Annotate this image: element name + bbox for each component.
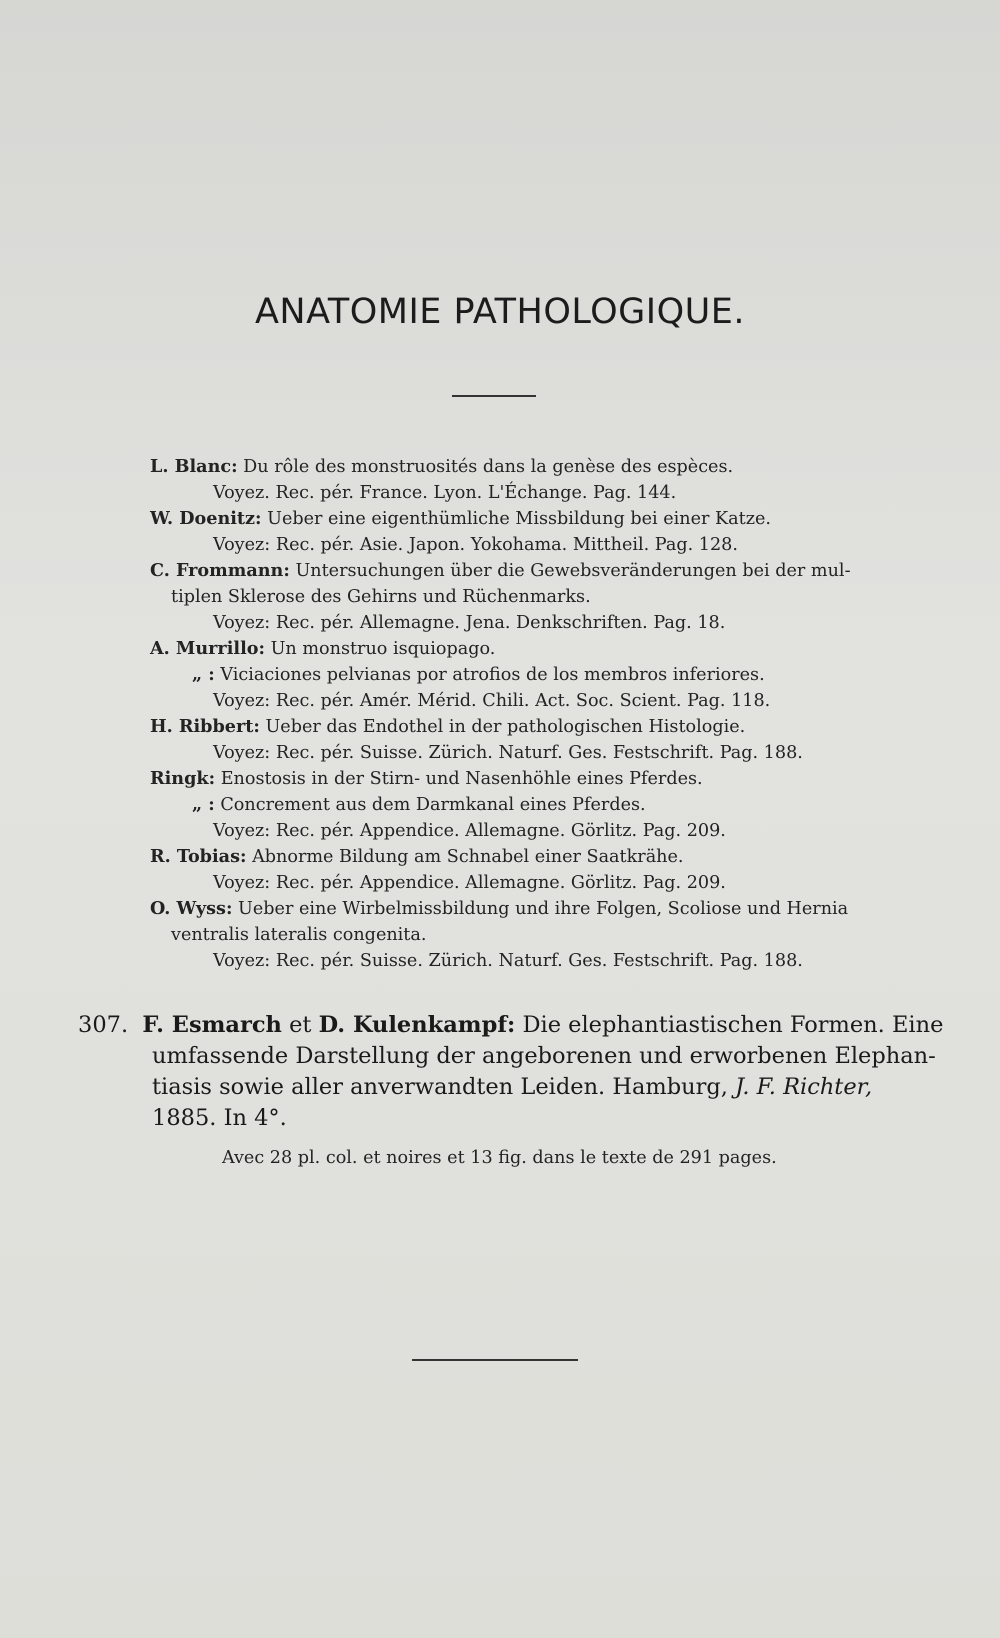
reference-line: Voyez. Rec. pér. France. Lyon. L'Échange. Pag. 144. [213, 483, 677, 503]
entry-307-line-1: 307. F. Esmarch et D. Kulenkampf: Die elephantiastischen Formen. Eine [78, 1012, 944, 1038]
reference-line: Voyez: Rec. pér. Allemagne. Jena. Denkschriften. Pag. 18. [213, 613, 726, 633]
reference-line: tiplen Sklerose des Gehirns und Rüchenmarks. [171, 587, 591, 607]
entry-307-line-4: 1885. In 4°. [152, 1105, 287, 1131]
reference-line: Voyez: Rec. pér. Amér. Mérid. Chili. Act. Soc. Scient. Pag. 118. [213, 691, 771, 711]
reference-line: W. Doenitz: Ueber eine eigenthümliche Missbildung bei einer Katze. [150, 508, 771, 529]
reference-line: „ : Viciaciones pelvianas por atrofios de los membros inferiores. [192, 664, 765, 685]
reference-line: C. Frommann: Untersuchungen über die Gewebsveränderungen bei der mul- [150, 560, 851, 581]
reference-line: Voyez: Rec. pér. Suisse. Zürich. Naturf. Ges. Festschrift. Pag. 188. [213, 951, 803, 971]
reference-line: Voyez: Rec. pér. Appendice. Allemagne. Görlitz. Pag. 209. [213, 821, 726, 841]
reference-line: L. Blanc: Du rôle des monstruosités dans la genèse des espèces. [150, 456, 734, 477]
entry-307-line-3: tiasis sowie aller anverwandten Leiden. Hamburg, J. F. Richter, [152, 1074, 873, 1100]
reference-line: ventralis lateralis congenita. [171, 925, 427, 945]
entry-307-note: Avec 28 pl. col. et noires et 13 fig. dans le texte de 291 pages. [222, 1148, 777, 1168]
reference-line: R. Tobias: Abnorme Bildung am Schnabel einer Saatkrähe. [150, 846, 684, 867]
page-title: ANATOMIE PATHOLOGIQUE. [254, 292, 746, 332]
reference-line: Ringk: Enostosis in der Stirn- und Nasenhöhle eines Pferdes. [150, 768, 703, 789]
reference-line: O. Wyss: Ueber eine Wirbelmissbildung und ihre Folgen, Scoliose und Hernia [150, 898, 849, 919]
reference-line: Voyez: Rec. pér. Asie. Japon. Yokohama. Mittheil. Pag. 128. [213, 535, 738, 555]
entry-307-line-2: umfassende Darstellung der angeborenen und erworbenen Elephan- [152, 1043, 936, 1069]
entry-number: 307. [78, 1012, 129, 1038]
reference-line: H. Ribbert: Ueber das Endothel in der pathologischen Histologie. [150, 716, 746, 737]
title-divider [452, 395, 536, 397]
end-divider [412, 1359, 578, 1361]
reference-line: Voyez: Rec. pér. Appendice. Allemagne. Görlitz. Pag. 209. [213, 873, 726, 893]
reference-line: Voyez: Rec. pér. Suisse. Zürich. Naturf. Ges. Festschrift. Pag. 188. [213, 743, 803, 763]
reference-line: „ : Concrement aus dem Darmkanal eines Pferdes. [192, 794, 646, 815]
reference-line: A. Murrillo: Un monstruo isquiopago. [150, 638, 496, 659]
publisher: J. F. Richter, [735, 1074, 873, 1100]
